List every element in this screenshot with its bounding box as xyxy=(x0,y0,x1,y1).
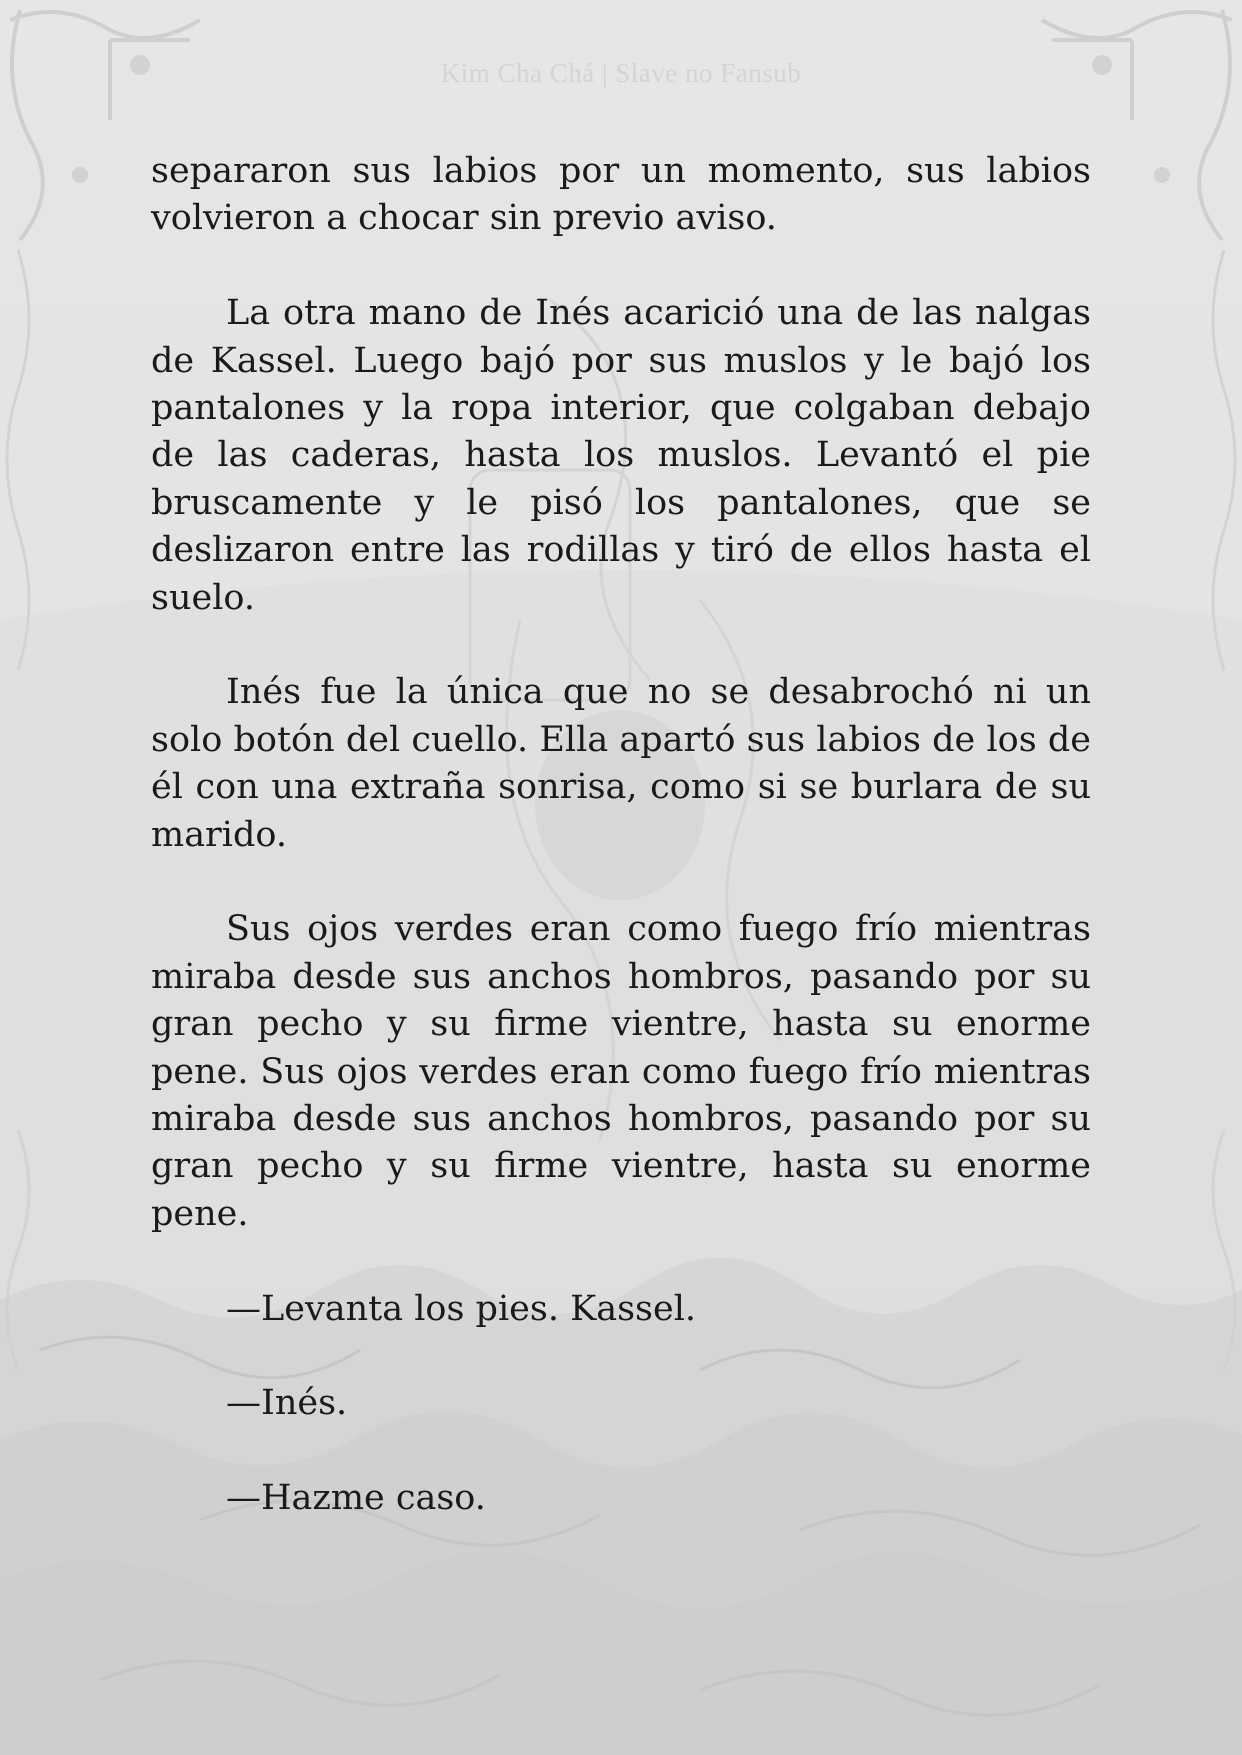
header-publisher: Slave no Fansub xyxy=(615,58,802,88)
header-separator: | xyxy=(602,58,608,88)
paragraph-1: separaron sus labios por un momento, sus labios volvieron a chocar sin previo aviso. xyxy=(151,151,1091,239)
paragraph-2: La otra mano de Inés acarició una de las nalgas de Kassel. Luego bajó por sus muslos y le bajó los pantalones y la ropa interior, que colgaban debajo de las caderas, hasta los muslos. Levantó el pie bruscamente y le pisó los pantalones, que se deslizaron entre las rodillas y tiró de ellos hasta el suelo. xyxy=(151,293,1091,618)
paragraph-4: Sus ojos verdes eran como fuego frío mientras miraba desde sus anchos hombros, pasando por su gran pecho y su firme vientre, hasta su enorme pene. Sus ojos verdes eran como fuego frío mientras miraba desde sus anchos hombros, pasando por su gran pecho y su firme vientre, hasta su enorme pene. xyxy=(151,909,1091,1234)
dialogue-line-3: —Hazme caso. xyxy=(226,1478,486,1519)
dialogue-line-1: —Levanta los pies. Kassel. xyxy=(226,1288,697,1329)
header-author: Kim Cha Chá xyxy=(440,58,595,88)
dialogue-line-2: —Inés. xyxy=(226,1383,348,1424)
page-header xyxy=(0,58,1242,89)
body-text xyxy=(151,148,1091,1570)
paragraph-3: Inés fue la única que no se desabrochó ni un solo botón del cuello. Ella apartó sus labios de los de él con una extraña sonrisa, como si se burlara de su marido. xyxy=(151,672,1091,855)
